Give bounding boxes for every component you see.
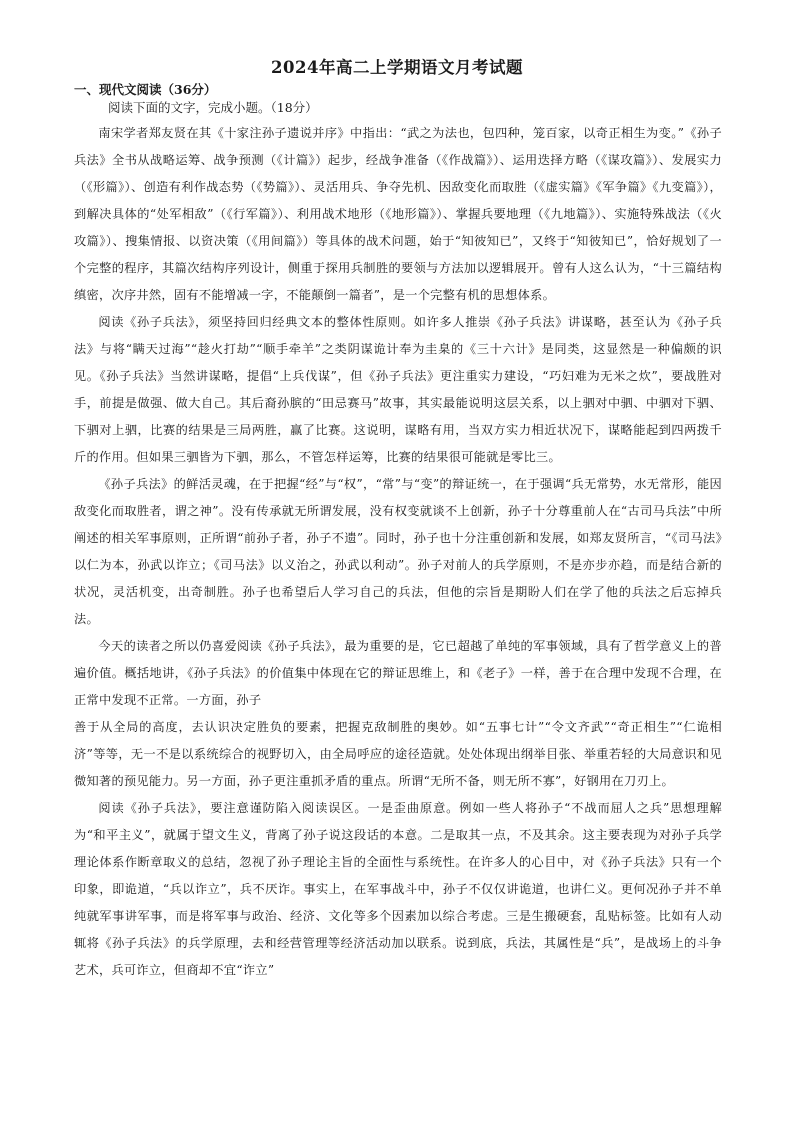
passage-body xyxy=(74,120,722,984)
passage-paragraph-2: 阅读《孙子兵法》，须坚持回归经典文本的整体性原则。如许多人推崇《孙子兵法》讲谋略，甚至认为《孙子兵法》与将“瞒天过海”“趁火打劫”“顺手牵羊”之类阴谋诡计奉为圭臬的《三十六计》是同类，这显然是一种偏颇的识见。《孙子兵法》当然讲谋略，提倡“上兵伐谋”，但《孙子兵法》更注重实力建设，“巧妇难为无米之炊”，要战胜对手，前提是做强、做大自己。其后裔孙膑的“田忌赛马”故事，其实最能说明这层关系，以上驷对中驷、中驷对下驷、下驷对上驷，比赛的结果是三局两胜，赢了比赛。这说明，谋略有用，当双方实力相近状况下，谋略能起到四两拨千斤的作用。但如果三驷皆为下驷，那么，不管怎样运筹，比赛的结果很可能就是零比三。 xyxy=(74,315,722,464)
passage-paragraph-4: 今天的读者之所以仍喜爱阅读《孙子兵法》，最为重要的是，它已超越了单纯的军事领域，具有了哲学意义上的普遍价值。概括地讲，《孙子兵法》的价值集中体现在它的辩证思维上，和《老子》一样，善于在合理中发现不合理，在正常中发现不正常。一方面，孙子 xyxy=(74,639,722,707)
exam-title: 2024年高二上学期语文月考试题 xyxy=(271,58,523,77)
reading-instruction: 阅读下面的文字，完成小题。（18分） xyxy=(108,100,318,115)
passage-paragraph-3: 《孙子兵法》的鲜活灵魂，在于把握“经”与“权”，“常”与“变”的辩证统一，在于强调“兵无常势，水无常形，能因敌变化而取胜者，谓之神”。没有传承就无所谓发展，没有权变就谈不上创新，孙子十分尊重前人在“古司马兵法”中所阐述的相关军事原则，正所谓“前孙子者，孙子不遗”。同时，孙子也十分注重创新和发展，如郑友贤所言，“《司马法》以仁为本，孙武以诈立；《司马法》以义治之，孙武以利动”。孙子对前人的兵学原则，不是亦步亦趋，而是结合新的状况，灵活机变，出奇制胜。孙子也希望后人学习自己的兵法，但他的宗旨是期盼人们在学了他的兵法之后忘掉兵法。 xyxy=(74,477,722,626)
passage-paragraph-4-continued: 善于从全局的高度，去认识决定胜负的要素，把握克敌制胜的奥妙。如“五事七计”“令文齐武”“奇正相生”“仁诡相济”等等，无一不是以系统综合的视野切入，由全局呼应的途径造就。处处体现出纲举目张、举重若轻的大局意识和见微知著的预见能力。另一方面，孙子更注重抓矛盾的重点。所谓“无所不备，则无所不寡”，好钢用在刀刃上。 xyxy=(74,720,722,788)
section-heading: 一、现代文阅读（36分） xyxy=(74,82,217,97)
passage-paragraph-5: 阅读《孙子兵法》，要注意谨防陷入阅读误区。一是歪曲原意。例如一些人将孙子“不战而屈人之兵”思想理解为“和平主义”，就属于望文生义，背离了孙子说这段话的本意。二是取其一点，不及其余。这主要表现为对孙子兵学理论体系作断章取义的总结，忽视了孙子理论主旨的全面性与系统性。在许多人的心目中，对《孙子兵法》只有一个印象，即诡道，“兵以诈立”，兵不厌诈。事实上，在军事战斗中，孙子不仅仅讲诡道，也讲仁义。更何况孙子并不单纯就军事讲军事，而是将军事与政治、经济、文化等多个因素加以综合考虑。三是生搬硬套，乱贴标签。比如有人动辄将《孙子兵法》的兵学原理，去和经营管理等经济活动加以联系。说到底，兵法，其属性是“兵”，是战场上的斗争艺术，兵可诈立，但商却不宜“诈立” xyxy=(74,801,722,977)
passage-paragraph-1: 南宋学者郑友贤在其《十家注孙子遗说并序》中指出：“武之为法也，包四种，笼百家，以奇正相生为变。”《孙子兵法》全书从战略运筹、战争预测（《计篇》）起步，经战争准备（《作战篇》）、运用迭择方略（《谋攻篇》）、发展实力（《形篇》）、创造有利作战态势（《势篇》）、灵活用兵、争夺先机、因敌变化而取胜（《虚实篇》《军争篇》《九变篇》），到解决具体的“处军相敌”（《行军篇》）、利用战术地形（《地形篇》）、掌握兵要地理（《九地篇》）、实施特殊战法（《火攻篇》）、搜集情报、以资决策（《用间篇》）等具体的战术问题，始于“知彼知已”，又终于“知彼知已”，恰好规划了一个完整的程序，其篇次结构序列设计，侧重于探用兵制胜的要领与方法加以逻辑展开。曾有人这么认为，“十三篇结构缜密，次序井然，固有不能增减一字，不能颠倒一篇者”，是一个完整有机的思想体系。 xyxy=(74,126,722,302)
